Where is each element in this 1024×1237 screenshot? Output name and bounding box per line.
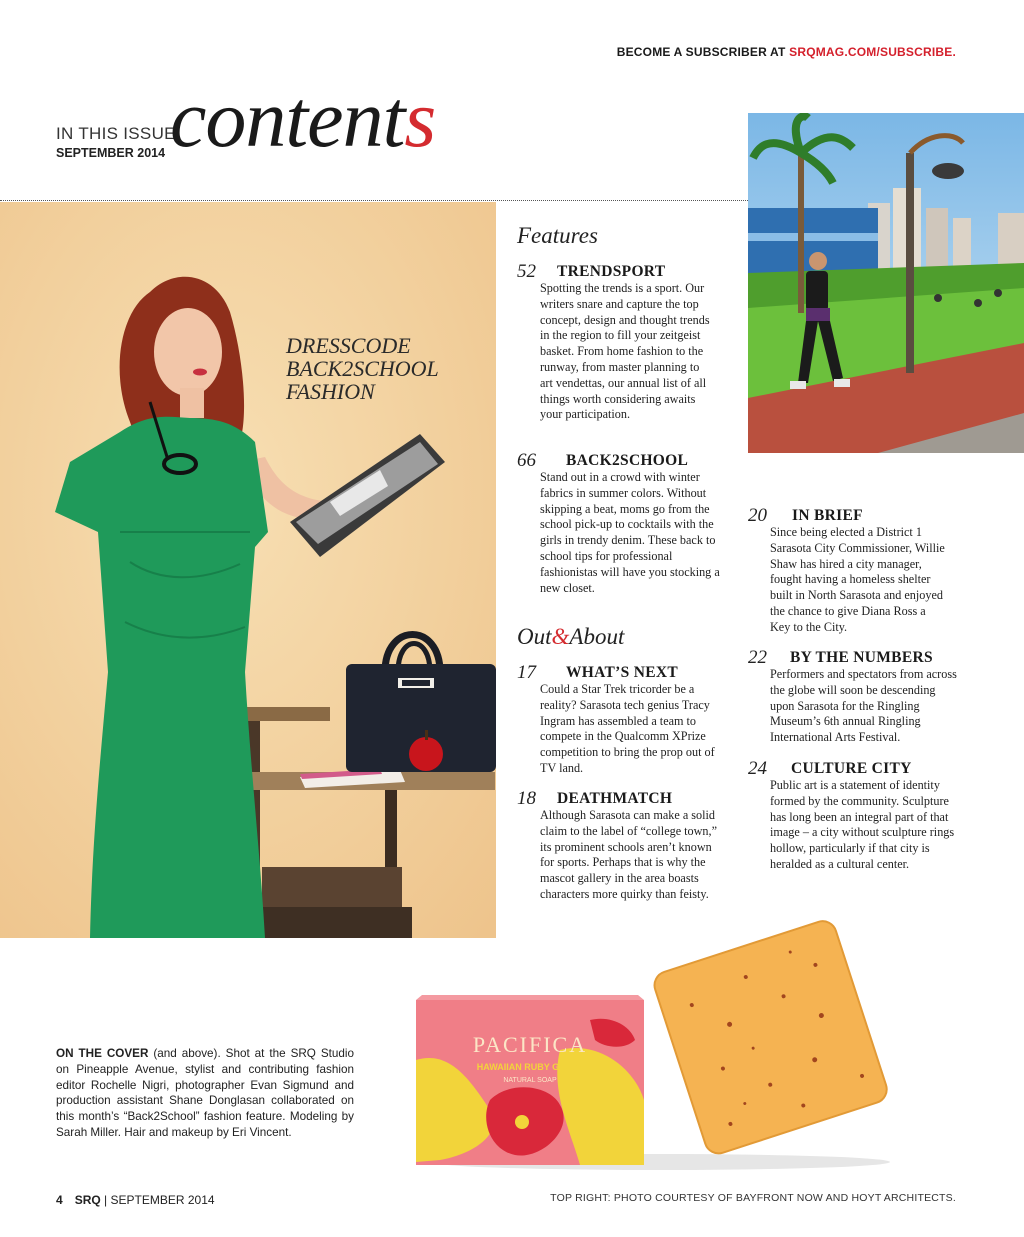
soap-brand: PACIFICA	[472, 1032, 588, 1057]
masthead-divider	[0, 200, 750, 201]
cover-credit	[56, 1046, 354, 1141]
brief-description: Public art is a statement of identity formed by the community. Sculpture has long been an integral part of that image – a city without sculpture rings hollow, particularly if that city is heralded as a cultural center.	[770, 778, 955, 871]
soap-product-name: HAWAIIAN RUBY GUAVA	[476, 1062, 584, 1072]
features-heading: Features	[517, 223, 598, 248]
brief-title[interactable]: IN BRIEF	[792, 507, 863, 524]
brief-description: Performers and spectators from across the globe will soon be descending upon Sarasota for the Ringling Museum’s 6th annual Ringling International Arts Festival.	[770, 667, 957, 745]
cover-caption	[286, 334, 439, 403]
out-about-description: Could a Star Trek tricorder be a reality? Sarasota tech genius Tracy Ingram has assembled a team to compete in the Qualcomm XPrize competition to bring the prop out of TV land.	[540, 682, 715, 775]
feature-item-trendsport[interactable]	[517, 261, 737, 441]
brief-title[interactable]: BY THE NUMBERS	[790, 649, 933, 666]
feature-page-number: 52	[517, 261, 536, 282]
feature-description: Spotting the trends is a sport. Our writers snare and capture the top concept, design and thought trends in the region to fill your zeitgeist basket. From home fashion to the runway, from master planning to art vendettas, our annual list of all things worth considering awaits your participation.	[540, 281, 710, 422]
cover-credit-text: (and above). Shot at the SRQ Studio on Pineapple Avenue, stylist and contributing fashion editor Rochelle Nigri, photographer Evan Sigmund and production assistant Shane Donglasan collaborated on this month’s “Back2School” fashion feature. Modeling by Sarah Miller. Hair and makeup by Eri Vincent.	[56, 1047, 354, 1139]
brief-page-number: 24	[748, 758, 767, 779]
subscribe-link[interactable]: SRQMAG.COM/SUBSCRIBE.	[789, 45, 956, 59]
contents-title-main: content	[170, 73, 405, 164]
out-about-item-whats-next[interactable]	[517, 662, 737, 782]
photo-credit: TOP RIGHT: PHOTO COURTESY OF BAYFRONT NOW AND HOYT ARCHITECTS.	[550, 1192, 956, 1204]
out-about-page-number: 17	[517, 662, 536, 683]
out-about-page-number: 18	[517, 788, 536, 809]
brief-item-culture-city[interactable]	[748, 758, 1008, 888]
cover-caption-line-3: FASHION	[286, 379, 375, 404]
cover-credit-lead: ON THE COVER	[56, 1047, 149, 1060]
brief-description: Since being elected a District 1 Sarasota City Commissioner, Willie Shaw has hired a city manager, fought having a homeless shelter built in North Sarasota and enjoyed the chance to give Diana Ross a Key to the City.	[770, 525, 945, 634]
cover-caption-line-2: BACK2SCHOOL	[286, 356, 439, 381]
brief-item-in-brief[interactable]	[748, 505, 1008, 635]
soap-product-image	[410, 900, 900, 1180]
brief-page-number: 22	[748, 647, 767, 668]
out-about-heading-a: Out	[517, 624, 552, 649]
out-about-title[interactable]: DEATHMATCH	[557, 790, 673, 807]
brief-title[interactable]: CULTURE CITY	[791, 760, 912, 777]
out-about-heading-b: About	[569, 624, 625, 649]
subscribe-text: BECOME A SUBSCRIBER AT	[616, 45, 786, 59]
feature-description: Stand out in a crowd with winter fabrics in summer colors. Without skipping a beat, moms go from the school pick-up to cocktails with the girls in trendy denim. These back to school tips for professional fashionistas will have you stocking a new closet.	[540, 470, 720, 595]
soap-type: NATURAL SOAP	[503, 1077, 557, 1084]
cover-caption-line-1: DRESSCODE	[286, 333, 411, 358]
out-about-heading-amp: &	[551, 624, 570, 649]
feature-page-number: 66	[517, 450, 536, 471]
out-about-heading	[517, 624, 624, 650]
brief-item-by-the-numbers[interactable]	[748, 647, 1008, 747]
contents-title-accent: s	[404, 73, 436, 164]
issue-label: IN THIS ISSUE	[56, 124, 176, 143]
page-footer	[56, 1193, 215, 1207]
brief-page-number: 20	[748, 505, 767, 526]
issue-date: SEPTEMBER 2014	[56, 146, 166, 160]
park-photo-image	[748, 113, 1024, 453]
out-about-title[interactable]: WHAT’S NEXT	[566, 664, 678, 681]
subscribe-line	[617, 45, 956, 59]
contents-title	[170, 73, 436, 164]
cover-photo-image	[0, 202, 496, 938]
feature-item-back2school[interactable]	[517, 450, 737, 600]
feature-title[interactable]: TRENDSPORT	[557, 263, 666, 280]
magazine-name: SRQ	[74, 1193, 101, 1207]
out-about-description: Although Sarasota can make a solid claim to the label of “college town,” its prominent schools aren’t known for sports. Perhaps that is why the mascot gallery in the area boasts characters more quirky than feisty.	[540, 808, 717, 901]
footer-issue: | SEPTEMBER 2014	[104, 1193, 215, 1207]
feature-title[interactable]: BACK2SCHOOL	[566, 452, 689, 469]
page-number: 4	[56, 1193, 63, 1207]
